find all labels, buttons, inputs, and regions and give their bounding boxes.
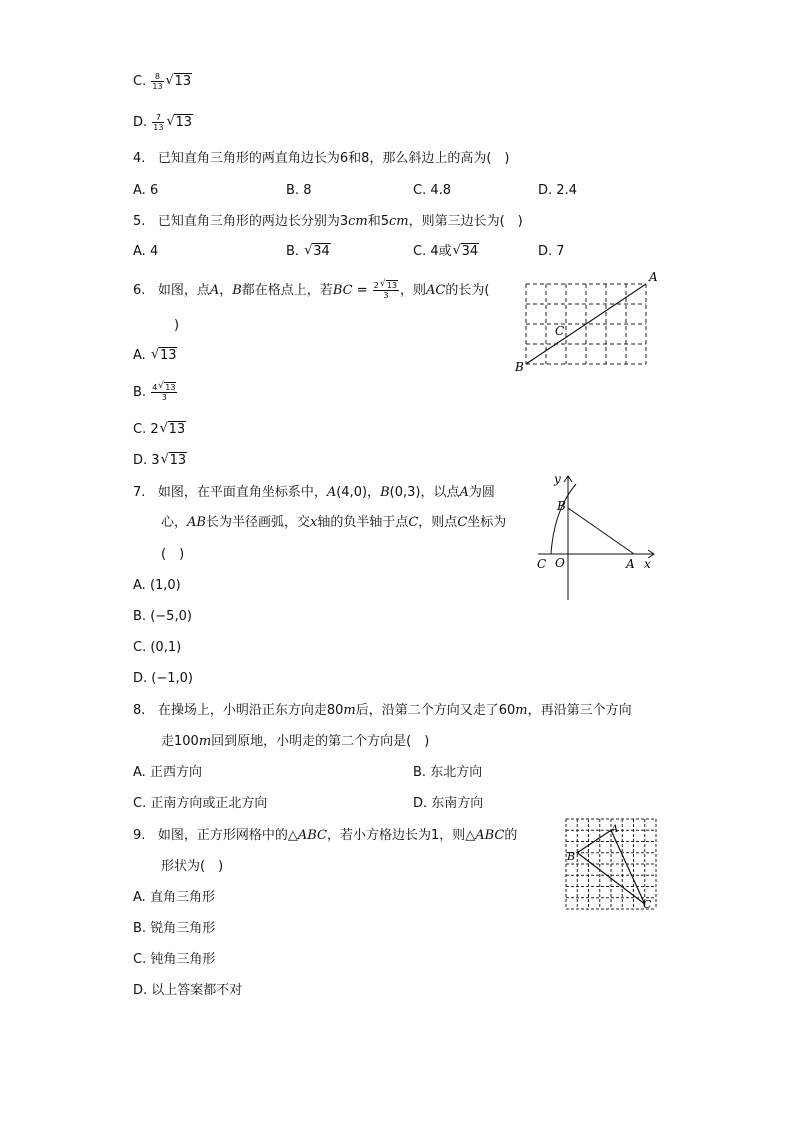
label-b: B [567,850,576,863]
sqrt: √ 13 [151,347,178,365]
q7-option-b: B. (−5,0) [133,609,192,624]
sqrt: √ 34 [453,243,480,261]
label-a: A [649,270,658,284]
q4-option-a: A. 6 [133,183,159,198]
sqrt: √ 13 [161,452,188,470]
q9-option-b: B. 锐角三角形 [133,921,216,936]
label-c: C [537,557,547,571]
question-6-stem-cont: ) [174,318,180,333]
question-9-stem-line2: 形状为( ) [161,859,224,874]
question-5-stem: 5. 已知直角三角形的两边长分别为3cm和5cm，则第三边长为( ) [133,214,523,229]
q9-option-a: A. 直角三角形 [133,890,215,905]
q6-option-c: C. 2√ 13 [133,421,186,439]
label-o: O [555,556,565,570]
label-x: x [644,557,651,571]
q6-option-b: B. $\frac{4√ 13}{3}$ [133,383,178,402]
sqrt: √ 13 [166,73,193,91]
question-6-stem: 6. 如图，点A，B都在格点上，若BC = $\frac{2√ 13}{3}$ ，则AC的长为( [133,281,489,300]
question-7-stem: 7. 如图，在平面直角坐标系中，A(4,0)，B(0,3)，以点A为圆 [133,485,495,500]
q6-option-d: D. 3√ 13 [133,452,187,470]
sqrt: √ 13 [160,421,187,439]
label-b: B [515,360,524,374]
option-d: D. $\frac{7}{13}$ √ 13 [133,113,193,132]
fraction: $\frac{2√ 13}{3}$ [373,281,399,300]
question-4-stem: 4. 已知直角三角形的两直角边长为6和8，那么斜边上的高为( ) [133,151,510,166]
question-7-stem-line2: 心，AB长为半径画弧，交x轴的负半轴于点C，则点C坐标为 [161,515,507,530]
option-c: C. $\frac{8}{13}$ √ 13 [133,72,192,91]
q7-option-d: D. (−1,0) [133,671,194,686]
label-a: A [611,824,619,835]
fraction: $\frac{7}{13}$ [153,113,164,132]
q5-option-b: B. √ 34 [286,243,331,261]
question-8-stem-line2: 走100m回到原地，小明走的第二个方向是( ) [161,734,430,749]
fraction: $\frac{4√ 13}{3}$ [151,383,177,402]
q7-option-a: A. (1,0) [133,578,181,593]
q4-option-d: D. 2.4 [538,183,577,198]
arc-bc [551,484,576,554]
q9-grid-figure [563,816,661,914]
q8-option-b: B. 东北方向 [413,765,483,780]
question-7-stem-line3: ( ) [161,547,185,562]
label-c: C [643,898,652,911]
q7-option-c: C. (0,1) [133,640,182,655]
q9-option-c: C. 钝角三角形 [133,952,216,967]
q5-option-d: D. 7 [538,244,565,259]
label-y: y [554,472,561,486]
label-b: B [557,499,566,513]
segment-ab [568,508,634,554]
sqrt: √ 13 [166,114,193,132]
q4-option-b: B. 8 [286,183,312,198]
question-9-stem: 9. 如图，正方形网格中的△ABC，若小方格边长为1，则△ABC的 [133,828,518,843]
q6-grid-figure [510,268,662,374]
question-8-stem: 8. 在操场上，小明沿正东方向走80m后，沿第二个方向又走了60m，再沿第三个方向 [133,703,632,718]
q8-option-d: D. 东南方向 [413,796,484,811]
q5-option-a: A. 4 [133,244,159,259]
q7-coordinate-figure [530,470,660,605]
q9-option-d: D. 以上答案都不对 [133,983,243,998]
q8-option-c: C. 正南方向或正北方向 [133,796,268,811]
q8-option-a: A. 正西方向 [133,765,202,780]
q4-option-c: C. 4.8 [413,183,452,198]
q6-option-a: A. √ 13 [133,347,177,365]
sqrt: √ 34 [304,243,331,261]
fraction: $\frac{8}{13}$ [152,72,163,91]
label-c: C [555,324,565,338]
label-a: A [626,557,635,571]
q5-option-c: C. 4或√ 34 [413,243,479,261]
